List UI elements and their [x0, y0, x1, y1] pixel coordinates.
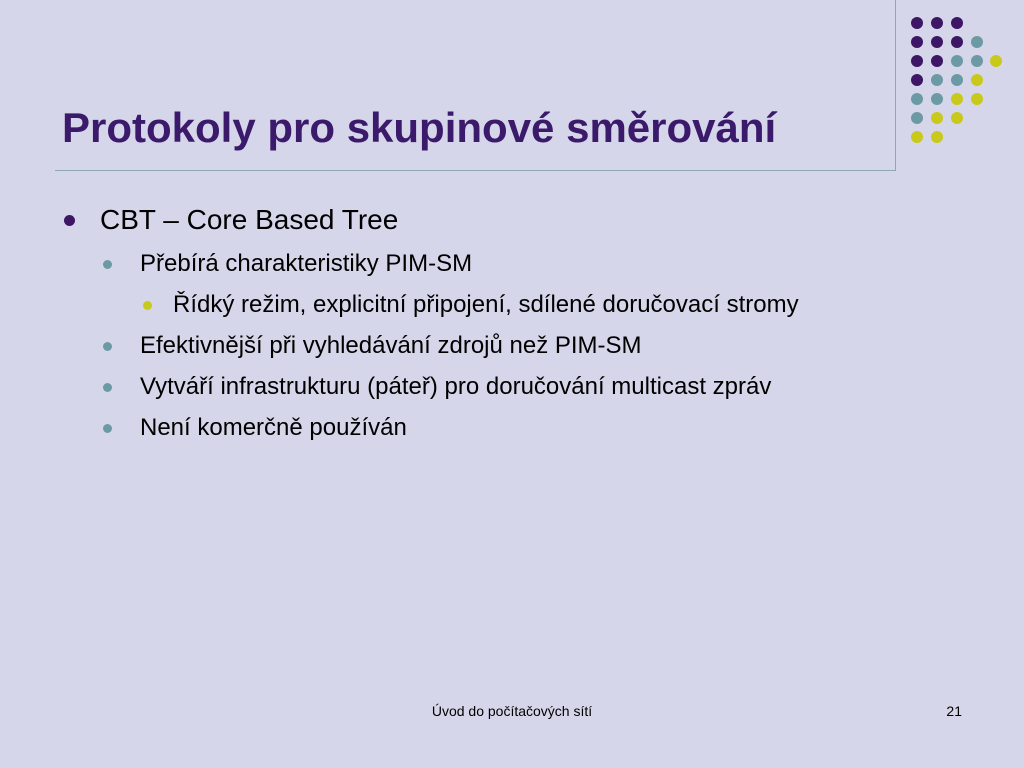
bullet-dot-icon — [103, 342, 112, 351]
bullet-text: Vytváří infrastrukturu (páteř) pro doručování multicast zpráv — [140, 373, 772, 400]
bullet-text: Efektivnější při vyhledávání zdrojů než PIM-SM — [140, 332, 642, 359]
bullet-text: Řídký režim, explicitní připojení, sdílené doručovací stromy — [173, 291, 799, 318]
decorative-dot-grid — [900, 6, 1010, 156]
bullet-item — [140, 372, 771, 402]
bullet-item — [173, 290, 799, 320]
bullet-item — [100, 203, 398, 237]
vertical-divider — [895, 0, 896, 171]
bullet-text: Není komerčně používán — [140, 414, 407, 441]
footer-text: Úvod do počítačových sítí — [431, 703, 593, 719]
bullet-text: CBT – Core Based Tree — [100, 204, 399, 235]
bullet-dot-icon — [103, 424, 112, 433]
bullet-dot-icon — [103, 383, 112, 392]
page-number: 21 — [946, 703, 962, 719]
bullet-item — [140, 249, 472, 279]
title-underline — [55, 170, 895, 171]
bullet-item — [140, 331, 642, 361]
bullet-dot-icon — [64, 215, 75, 226]
slide-title: Protokoly pro skupinové směrování — [62, 104, 777, 151]
bullet-dot-icon — [103, 260, 112, 269]
bullet-text: Přebírá charakteristiky PIM-SM — [140, 250, 473, 277]
bullet-dot-icon — [143, 301, 152, 310]
bullet-item — [140, 413, 407, 443]
